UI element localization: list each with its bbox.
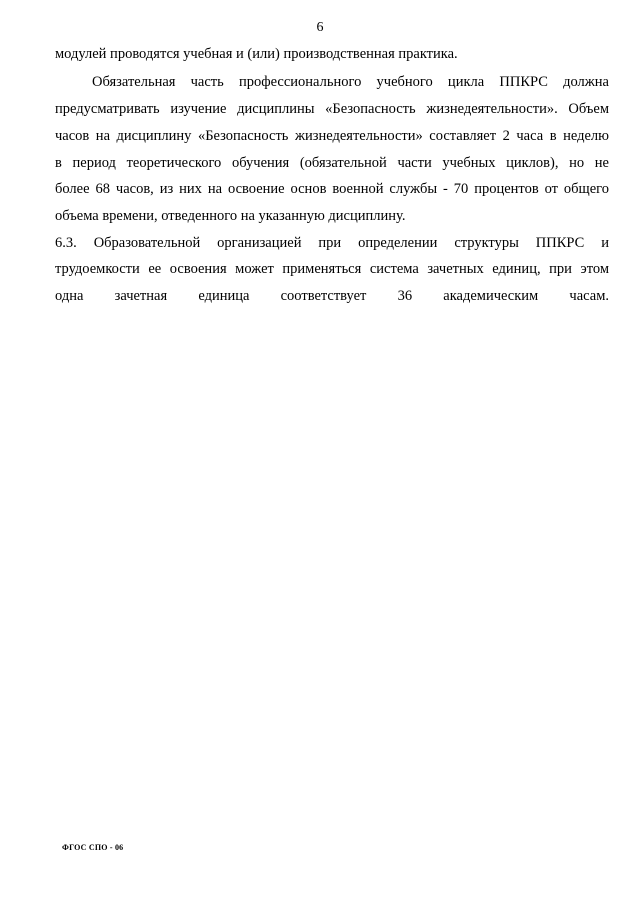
text-line: более 68 часов, из них на освоение основ военной службы - 70 процентов от общего (55, 181, 609, 197)
text-line: часов на дисциплину «Безопасность жизнедеятельности» составляет 2 часа в неделю (55, 128, 609, 144)
text-line: модулей проводятся учебная и (или) производственная практика. (55, 46, 458, 62)
text-line: одна зачетная единица соответствует 36 академическим часам. (55, 288, 609, 304)
text-line: 6.3. Образовательной организацией при определении структуры ППКРС и (55, 235, 609, 251)
text-line: трудоемкости ее освоения может применяться система зачетных единиц, при этом (55, 261, 609, 277)
page-number: 6 (316, 20, 324, 35)
text-line: в период теоретического обучения (обязательной части учебных циклов), но не (55, 155, 609, 171)
text-line: объема времени, отведенного на указанную дисциплину. (55, 208, 406, 224)
text-line: предусматривать изучение дисциплины «Безопасность жизнедеятельности». Объем (55, 101, 609, 117)
document-code-footer: ФГОС СПО - 06 (62, 843, 124, 852)
text-line: Обязательная часть профессионального учебного цикла ППКРС должна (92, 74, 609, 90)
